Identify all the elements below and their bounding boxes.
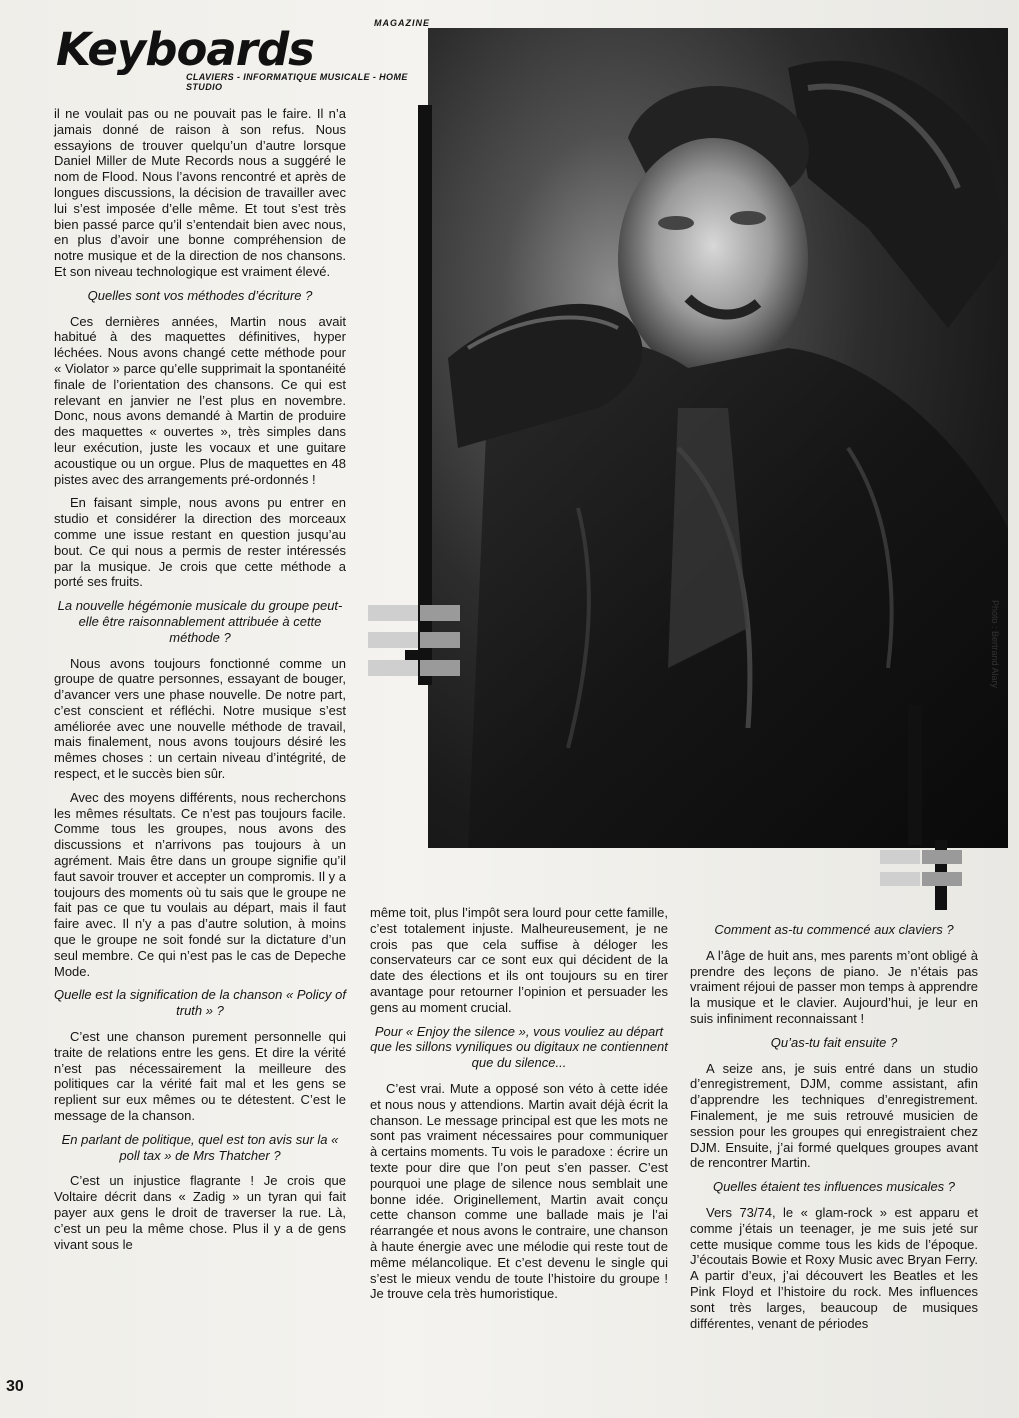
paragraph: C’est un injustice flagrante ! Je crois que Voltaire décrit dans « Zadig » un tyran qui fait payer aux gens le droit de traverser la rue. Là, c’est un peu la même chose. Plus il y a de gens vivant sous le	[54, 1173, 346, 1252]
decorative-block	[880, 850, 920, 864]
paragraph: Vers 73/74, le « glam-rock » est apparu et comme j’étais un teenager, je me suis jeté sur cette musique comme tous les kids de l’époque. J’écoutais Bowie et Roxy Music avec Bryan Ferry. A partir d’eux, j’ai découvert les Beatles et les Pink Floyd et l’histoire du rock. Mes influences sont très larges, beaucoup de musiques différentes, venant de périodes	[690, 1204, 978, 1331]
paragraph: Avec des moyens différents, nous recherchons les mêmes résultats. Ce n’est pas toujours facile. Comme tous les groupes, nous avons des discussions et n’arrivons pas toujours à un agrément. Mais être dans un groupe signifie qu’il faut savoir trouver et accepter un compromis. Il y a toujours des moments où tu sais que le groupe ne fait pas ce que tu voulais au départ, mais il faut faire avec. Il n’y a pas d’autre solution, à moins que le groupe ne soit fondé sur la dictature d’un seul membre. Ce qui n’est pas le cas de Depeche Mode.	[54, 789, 346, 979]
decorative-block	[368, 660, 418, 676]
paragraph: Ces dernières années, Martin nous avait habitué à des maquettes définitives, hyper léchées. Nous avons changé cette méthode pour « Violator » parce qu’elle supprimait la spontanéité finale de l’orientation des chansons. Ce qui est relevant en janvier ne l’est plus en novembre. Donc, nous avons demandé à Martin de produire des maquettes « ouvertes », très simples dans leur exécution, juste les vocaux et une guitare acoustique ou un orgue. Plus de maquettes en 48 pistes avec des arrangements pré-ordonnés !	[54, 313, 346, 487]
interview-question: Qu’as-tu fait ensuite ?	[770, 1034, 898, 1050]
magazine-label: MAGAZINE	[374, 18, 430, 28]
decorative-block	[368, 605, 418, 621]
interview-question: Comment as-tu commencé aux claviers ?	[714, 922, 954, 937]
tagline: CLAVIERS - INFORMATIQUE MUSICALE - HOME STUDIO	[186, 72, 408, 92]
paragraph: A l’âge de huit ans, mes parents m’ont obligé à prendre des leçons de piano. Je n’étais pas vraiment réjoui de passer mon temps à apprendre la musique et le clavier. Aujourd’hui, je leur en suis infiniment reconnaissant !	[690, 947, 978, 1026]
decorative-bar	[418, 105, 432, 685]
interview-question: Quelles étaient tes influences musicales ?	[712, 1179, 956, 1195]
decorative-block	[922, 850, 962, 864]
page-number: 30	[6, 1378, 24, 1395]
photo-credit: Photo : Bertrand Alary	[990, 600, 1000, 689]
paragraph: il ne voulait pas ou ne pouvait pas le faire. Il n’a jamais donné de raison à son refus. Nous essayions de trouver quelqu’un d’autre lorsque Daniel Miller de Mute Records nous a suggéré le nom de Flood. Nous l’avons rencontré et après de longues discussions, la décision de travailler avec lui s’est imposée d’elle même. Et tout s’est très bien passé parce qu’il s’entendait bien avec nous, en plus d’avoir une bonne compréhension de notre musique et de la direction de nos chansons. Et son niveau technologique est vraiment élevé.	[54, 106, 346, 279]
decorative-bar	[908, 705, 922, 845]
article-column-1	[54, 106, 346, 1260]
article-column-2	[370, 905, 668, 1310]
masthead	[56, 14, 436, 92]
interview-question: La nouvelle hégémonie musicale du groupe peut-elle être raisonnablement attribuée à cette méthode ?	[57, 598, 343, 645]
decorative-block	[922, 872, 962, 886]
paragraph: En faisant simple, nous avons pu entrer en studio et considérer la direction des morceaux comme une issue restant en question jusqu’au bout. Ce qui nous a permis de rester intéressés par la musique. Je crois que cette méthode a porté ses fruits.	[54, 495, 346, 590]
decorative-block	[420, 660, 460, 676]
paragraph: Nous avons toujours fonctionné comme un groupe de quatre personnes, essayant de bouger, d’avancer vers une phase nouvelle. De notre part, c’est conscient et réfléchi. Notre musique s’est améliorée avec une nouvelle méthode de travail, mais finalement, nous avons toujours désiré les mêmes choses : un certain niveau d’intégrité, de respect, et le succès bien sûr.	[54, 655, 346, 782]
article-column-3	[690, 916, 978, 1339]
decorative-block	[880, 872, 920, 886]
decorative-block	[368, 632, 418, 648]
paragraph: A seize ans, je suis entré dans un studio d’enregistrement, DJM, comme assistant, afin d’apprendre les techniques d’enregistrement. Finalement, je me suis retrouvé musicien de session pour les groupes qui enregistraient chez DJM. Ensuite, j’ai formé quelques groupes avant de rencontrer Martin.	[690, 1060, 978, 1171]
interview-question: En parlant de politique, quel est ton avis sur la « poll tax » de Mrs Thatcher ?	[61, 1131, 339, 1163]
interview-question: Pour « Enjoy the silence », vous vouliez au départ que les sillons vyniliques ou digitaux ne contiennent que du silence...	[370, 1023, 668, 1071]
paragraph: même toit, plus l’impôt sera lourd pour cette famille, c’est totalement injuste. Malheureusement, je ne crois pas que cela suffise à déloger les conservateurs car ce sont eux qui décident de la date des élections et ils ont toujours su en tirer avantage pour retourner l’opinion et persuader les gens au moment crucial.	[370, 905, 668, 1015]
paragraph: C’est une chanson purement personnelle qui traite de relations entre les gens. Et dire la vérité n’est pas nécessairement la meilleure des politiques car la vérité fait mal et les gens se replient sur eux mêmes ou te détestent. C’est le message de la chanson.	[54, 1029, 346, 1124]
decorative-block	[420, 632, 460, 648]
interview-question: Quelle est la signification de la chanson « Policy of truth » ?	[54, 987, 346, 1019]
interview-question: Quelles sont vos méthodes d’écriture ?	[87, 287, 313, 303]
paragraph: C’est vrai. Mute a opposé son véto à cette idée et nous nous y attendions. Martin avait déjà écrit la chanson. Le message principal est que les mots ne sont pas vraiment nécessaires pour communiquer à certains moments. Tu vois le paradoxe : écrire un texte pour dire que l’on peut s’en passer. C’est pourquoi une plage de silence nous semblait une bonne idée. Originellement, Martin avait conçu cette chanson comme une ballade mais je l’ai réarrangée et nous avons le contraire, une chanson à haute énergie avec une mélodie qui reste tout de même mélancolique. Et c’est devenu le single qui s’est le mieux vendu de toute l’histoire du groupe ! Je trouve cela très humoristique.	[370, 1080, 668, 1302]
brand-logo: Keyboards	[56, 23, 314, 76]
decorative-block	[420, 605, 460, 621]
